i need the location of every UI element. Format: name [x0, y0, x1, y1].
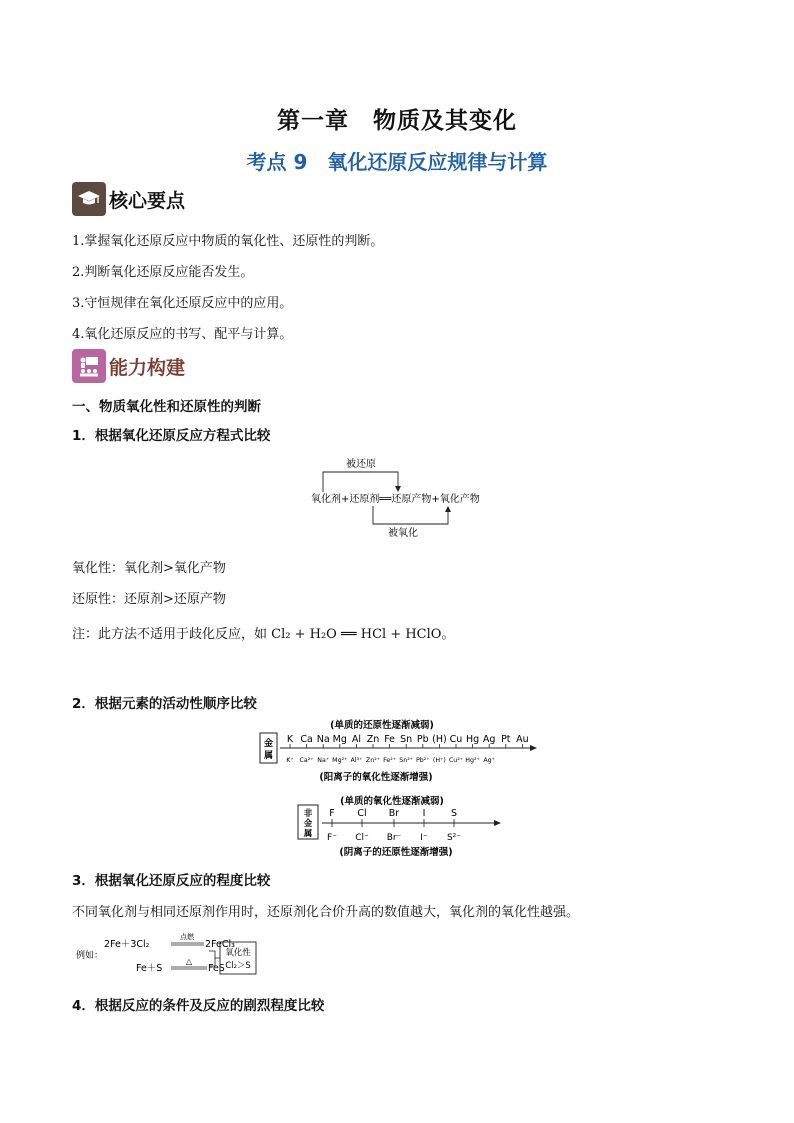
metal-element-label: Na: [316, 734, 330, 745]
nonmetal-ion-label: I⁻: [420, 833, 428, 843]
metal-ion-label: Al³⁺: [350, 757, 363, 764]
nonmetal-box-char-3: 属: [303, 829, 313, 839]
metal-element-label: Al: [351, 734, 361, 745]
section-header-core: [72, 182, 185, 216]
metal-ion-label: Pb²⁺: [415, 757, 430, 764]
reducing-rule: 还原性：还原剂>还原产物: [72, 592, 226, 607]
core-item-1: 1.掌握氧化还原反应中物质的氧化性、还原性的判断。: [72, 234, 384, 249]
oxidizing-box-line1: 氧化性: [225, 948, 251, 958]
nonmetal-box-char-1: 非: [303, 809, 313, 819]
metal-element-label: Ag: [482, 734, 496, 745]
metal-element-label: Au: [516, 734, 529, 745]
oxidized-label: 被氧化: [388, 528, 418, 539]
nonmetal-element-label: I: [422, 808, 426, 819]
note-line: [72, 623, 454, 642]
nonmetal-activity-series: [296, 793, 506, 859]
example-reactions: [74, 930, 274, 978]
metal-element-label: Cu: [449, 734, 463, 745]
metal-element-label: Pb: [416, 734, 429, 745]
metal-element-label: (H): [432, 734, 447, 745]
metal-ion-label: (H⁺): [432, 757, 446, 764]
nonmetal-element-label: F: [329, 808, 335, 819]
section-header-ability: [72, 349, 185, 383]
redox-equation-diagram: [300, 455, 500, 541]
metal-ion-label: Sn²⁺: [399, 757, 414, 764]
eq2-right: FeS: [208, 963, 225, 974]
metal-ion-label: Zn²⁺: [365, 757, 381, 764]
oxidizing-box-line2: Cl₂＞S: [225, 961, 251, 971]
metal-ion-label: K⁺: [286, 757, 294, 764]
metal-ion-label: Mg²⁺: [332, 757, 348, 764]
degree-paragraph: 不同氧化剂与相同还原剂作用时，还原剂化合价升高的数值越大，氧化剂的氧化性越强。: [72, 905, 580, 920]
subheading-2: 2．根据元素的活动性顺序比较: [72, 696, 257, 712]
redox-equation: 氧化剂+还原剂══还原产物+氧化产物: [311, 494, 480, 505]
eq2-left: Fe＋S: [136, 963, 163, 974]
note-suffix: 。: [441, 627, 455, 642]
metal-element-label: Hg: [466, 734, 480, 745]
section-title: 核心要点: [109, 189, 186, 212]
graduation-cap-icon: [72, 182, 106, 216]
metal-bottom-note: (阳离子的氧化性逐渐增强): [319, 772, 433, 783]
metal-ion-label: Ca²⁺: [299, 757, 314, 764]
note-prefix: 注：此方法不适用于歧化反应，如: [72, 627, 272, 642]
topic-title: 考点 9 氧化还原反应规律与计算: [246, 150, 548, 174]
nonmetal-element-label: Cl: [357, 808, 367, 819]
metal-element-label: Mg: [332, 734, 347, 745]
oxidizing-rule: 氧化性：氧化剂>氧化产物: [72, 561, 226, 576]
nonmetal-box-char-2: 金: [303, 819, 313, 829]
metal-element-label: Fe: [384, 734, 395, 745]
metal-ion-label: Cu²⁺: [448, 757, 464, 764]
section-title: 能力构建: [109, 356, 186, 379]
subheading-4: 4．根据反应的条件及反应的剧烈程度比较: [72, 998, 325, 1014]
metal-element-label: Ca: [300, 734, 313, 745]
eq1-condition: 点燃: [180, 933, 194, 941]
nonmetal-bottom-note: (阴离子的还原性逐渐增强): [339, 847, 453, 858]
core-item-2: 2.判断氧化还原反应能否发生。: [72, 265, 254, 280]
nonmetal-ion-label: Br⁻: [386, 833, 402, 843]
metal-element-label: Pt: [501, 734, 511, 745]
metal-top-note: (单质的还原性逐渐减弱): [330, 720, 434, 731]
subheading-1: 1．根据氧化还原反应方程式比较: [72, 428, 271, 444]
example-prefix: 例如：: [76, 951, 104, 961]
nonmetal-element-label: Br: [388, 808, 400, 819]
nonmetal-ion-label: Cl⁻: [355, 833, 369, 843]
chapter-title: 第一章 物质及其变化: [277, 108, 517, 134]
subheading-3: 3．根据氧化还原反应的程度比较: [72, 873, 271, 889]
heading-oxidation-reduction: 一、物质氧化性和还原性的判断: [72, 399, 261, 415]
reduced-label: 被还原: [346, 459, 376, 470]
nonmetal-ion-label: S²⁻: [446, 833, 462, 843]
metal-box-char-2: 属: [263, 751, 274, 761]
core-item-4: 4.氧化还原反应的书写、配平与计算。: [72, 327, 293, 342]
metal-box-char-1: 金: [263, 739, 274, 749]
eq1-left: 2Fe＋3Cl₂: [104, 939, 150, 950]
metal-ion-label: Fe²⁺: [383, 757, 397, 764]
presentation-icon: [72, 349, 106, 383]
nonmetal-top-note: (单质的氧化性逐渐减弱): [340, 796, 444, 807]
metal-ion-label: Hg²⁺: [465, 757, 480, 764]
metal-activity-series: [258, 717, 540, 783]
nonmetal-ion-label: F⁻: [327, 833, 337, 843]
eq1-right: 2FeCl₃: [205, 939, 235, 950]
nonmetal-element-label: S: [450, 808, 458, 819]
metal-ion-label: Na⁺: [317, 757, 330, 764]
eq2-condition: △: [185, 957, 193, 966]
core-item-3: 3.守恒规律在氧化还原反应中的应用。: [72, 296, 293, 311]
metal-element-label: Sn: [400, 734, 413, 745]
metal-element-label: K: [286, 734, 294, 745]
metal-element-label: Zn: [366, 734, 380, 745]
metal-ion-label: Ag⁺: [483, 757, 496, 764]
note-equation: Cl₂ + H₂O ══ HCl + HClO: [271, 627, 442, 642]
